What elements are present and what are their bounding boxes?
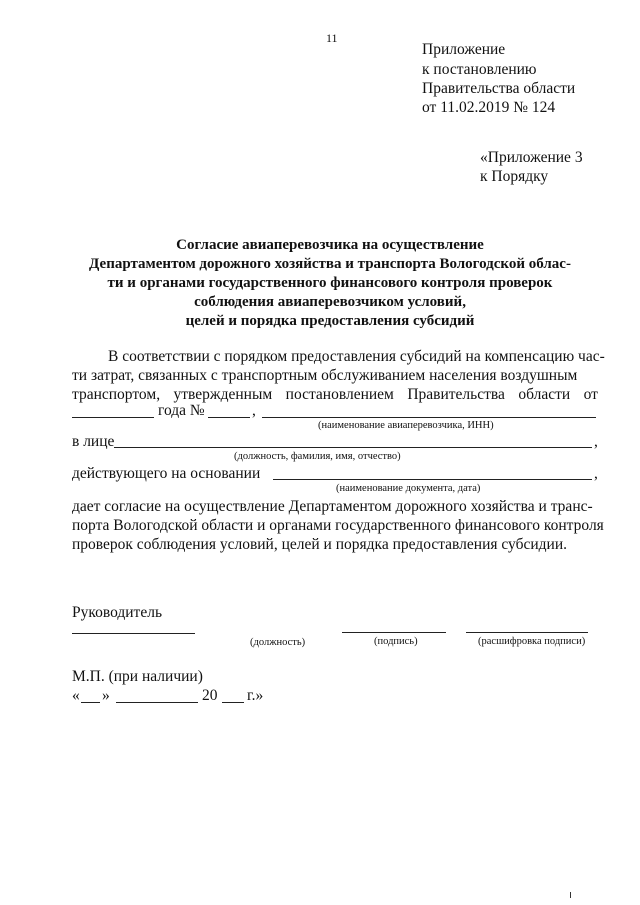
comma: , <box>594 433 598 450</box>
mp-label: М.П. (при наличии) <box>72 668 203 685</box>
signature-caption: (подпись) <box>374 636 418 647</box>
signature-blank[interactable] <box>342 632 446 633</box>
year-prefix: 20 <box>202 687 218 704</box>
scan-mark <box>570 892 571 898</box>
comma: , <box>252 402 256 419</box>
word: Правительства <box>407 386 505 403</box>
page-number: 11 <box>326 31 338 45</box>
decode-caption: (расшифровка подписи) <box>478 636 586 647</box>
position-caption: (должность) <box>250 637 306 648</box>
appendix-ref-line: к Порядку <box>480 168 549 185</box>
consent-line: порта Вологодской области и органами государственного финансового контроля <box>72 517 604 534</box>
word: утвержденным <box>173 386 273 403</box>
appendix-line: от 11.02.2019 № 124 <box>422 99 556 116</box>
body-line-justified <box>72 385 598 405</box>
person-blank[interactable] <box>114 447 592 448</box>
word: транспортом, <box>72 386 161 403</box>
title-line: Согласие авиаперевозчика на осуществление <box>176 237 484 253</box>
year-blank[interactable] <box>222 702 244 703</box>
month-blank[interactable] <box>116 702 198 703</box>
decode-blank[interactable] <box>466 632 588 633</box>
carrier-caption: (наименование авиаперевозчика, ИНН) <box>318 420 494 431</box>
appendix-line: Правительства области <box>422 80 576 97</box>
date-blank[interactable] <box>72 417 154 418</box>
word: от <box>583 386 598 403</box>
close-quote: » <box>102 687 110 704</box>
consent-line: проверок соблюдения условий, целей и порядка предоставления субсидии. <box>72 536 568 553</box>
word: постановлением <box>285 386 394 403</box>
appendix-line: Приложение <box>422 41 506 58</box>
year-suffix: г.» <box>247 687 264 704</box>
day-blank[interactable] <box>81 702 100 703</box>
head-label: Руководитель <box>72 604 163 621</box>
appendix-line: к постановлению <box>422 61 537 78</box>
acting-basis-label: действующего на основании <box>72 465 261 482</box>
word: области <box>518 386 571 403</box>
body-line: ти затрат, связанных с транспортным обслуживанием населения воздушным <box>72 367 578 384</box>
consent-line: дает согласие на осуществление Департаментом дорожного хозяйства и транс- <box>72 498 593 515</box>
title-line: Департаментом дорожного хозяйства и транспорта Вологодской облас- <box>89 256 571 272</box>
title-line: целей и порядка предоставления субсидий <box>185 313 475 329</box>
carrier-name-blank[interactable] <box>262 417 596 418</box>
document-blank[interactable] <box>273 479 592 480</box>
date-line <box>72 686 292 706</box>
document-caption: (наименование документа, дата) <box>336 483 481 494</box>
title-line: ти и органами государственного финансового контроля проверок <box>107 275 553 291</box>
number-blank[interactable] <box>208 417 250 418</box>
title-line: соблюдения авиаперевозчиком условий, <box>194 294 466 310</box>
body-line: В соответствии с порядком предоставления субсидий на компенсацию час- <box>108 348 605 365</box>
year-number-label: года № <box>158 402 205 419</box>
appendix-ref-line: «Приложение 3 <box>480 149 583 166</box>
position-blank[interactable] <box>72 633 195 634</box>
comma: , <box>594 465 598 482</box>
person-caption: (должность, фамилия, имя, отчество) <box>234 451 401 462</box>
open-quote: « <box>72 687 80 704</box>
in-person-label: в лице <box>72 433 115 450</box>
